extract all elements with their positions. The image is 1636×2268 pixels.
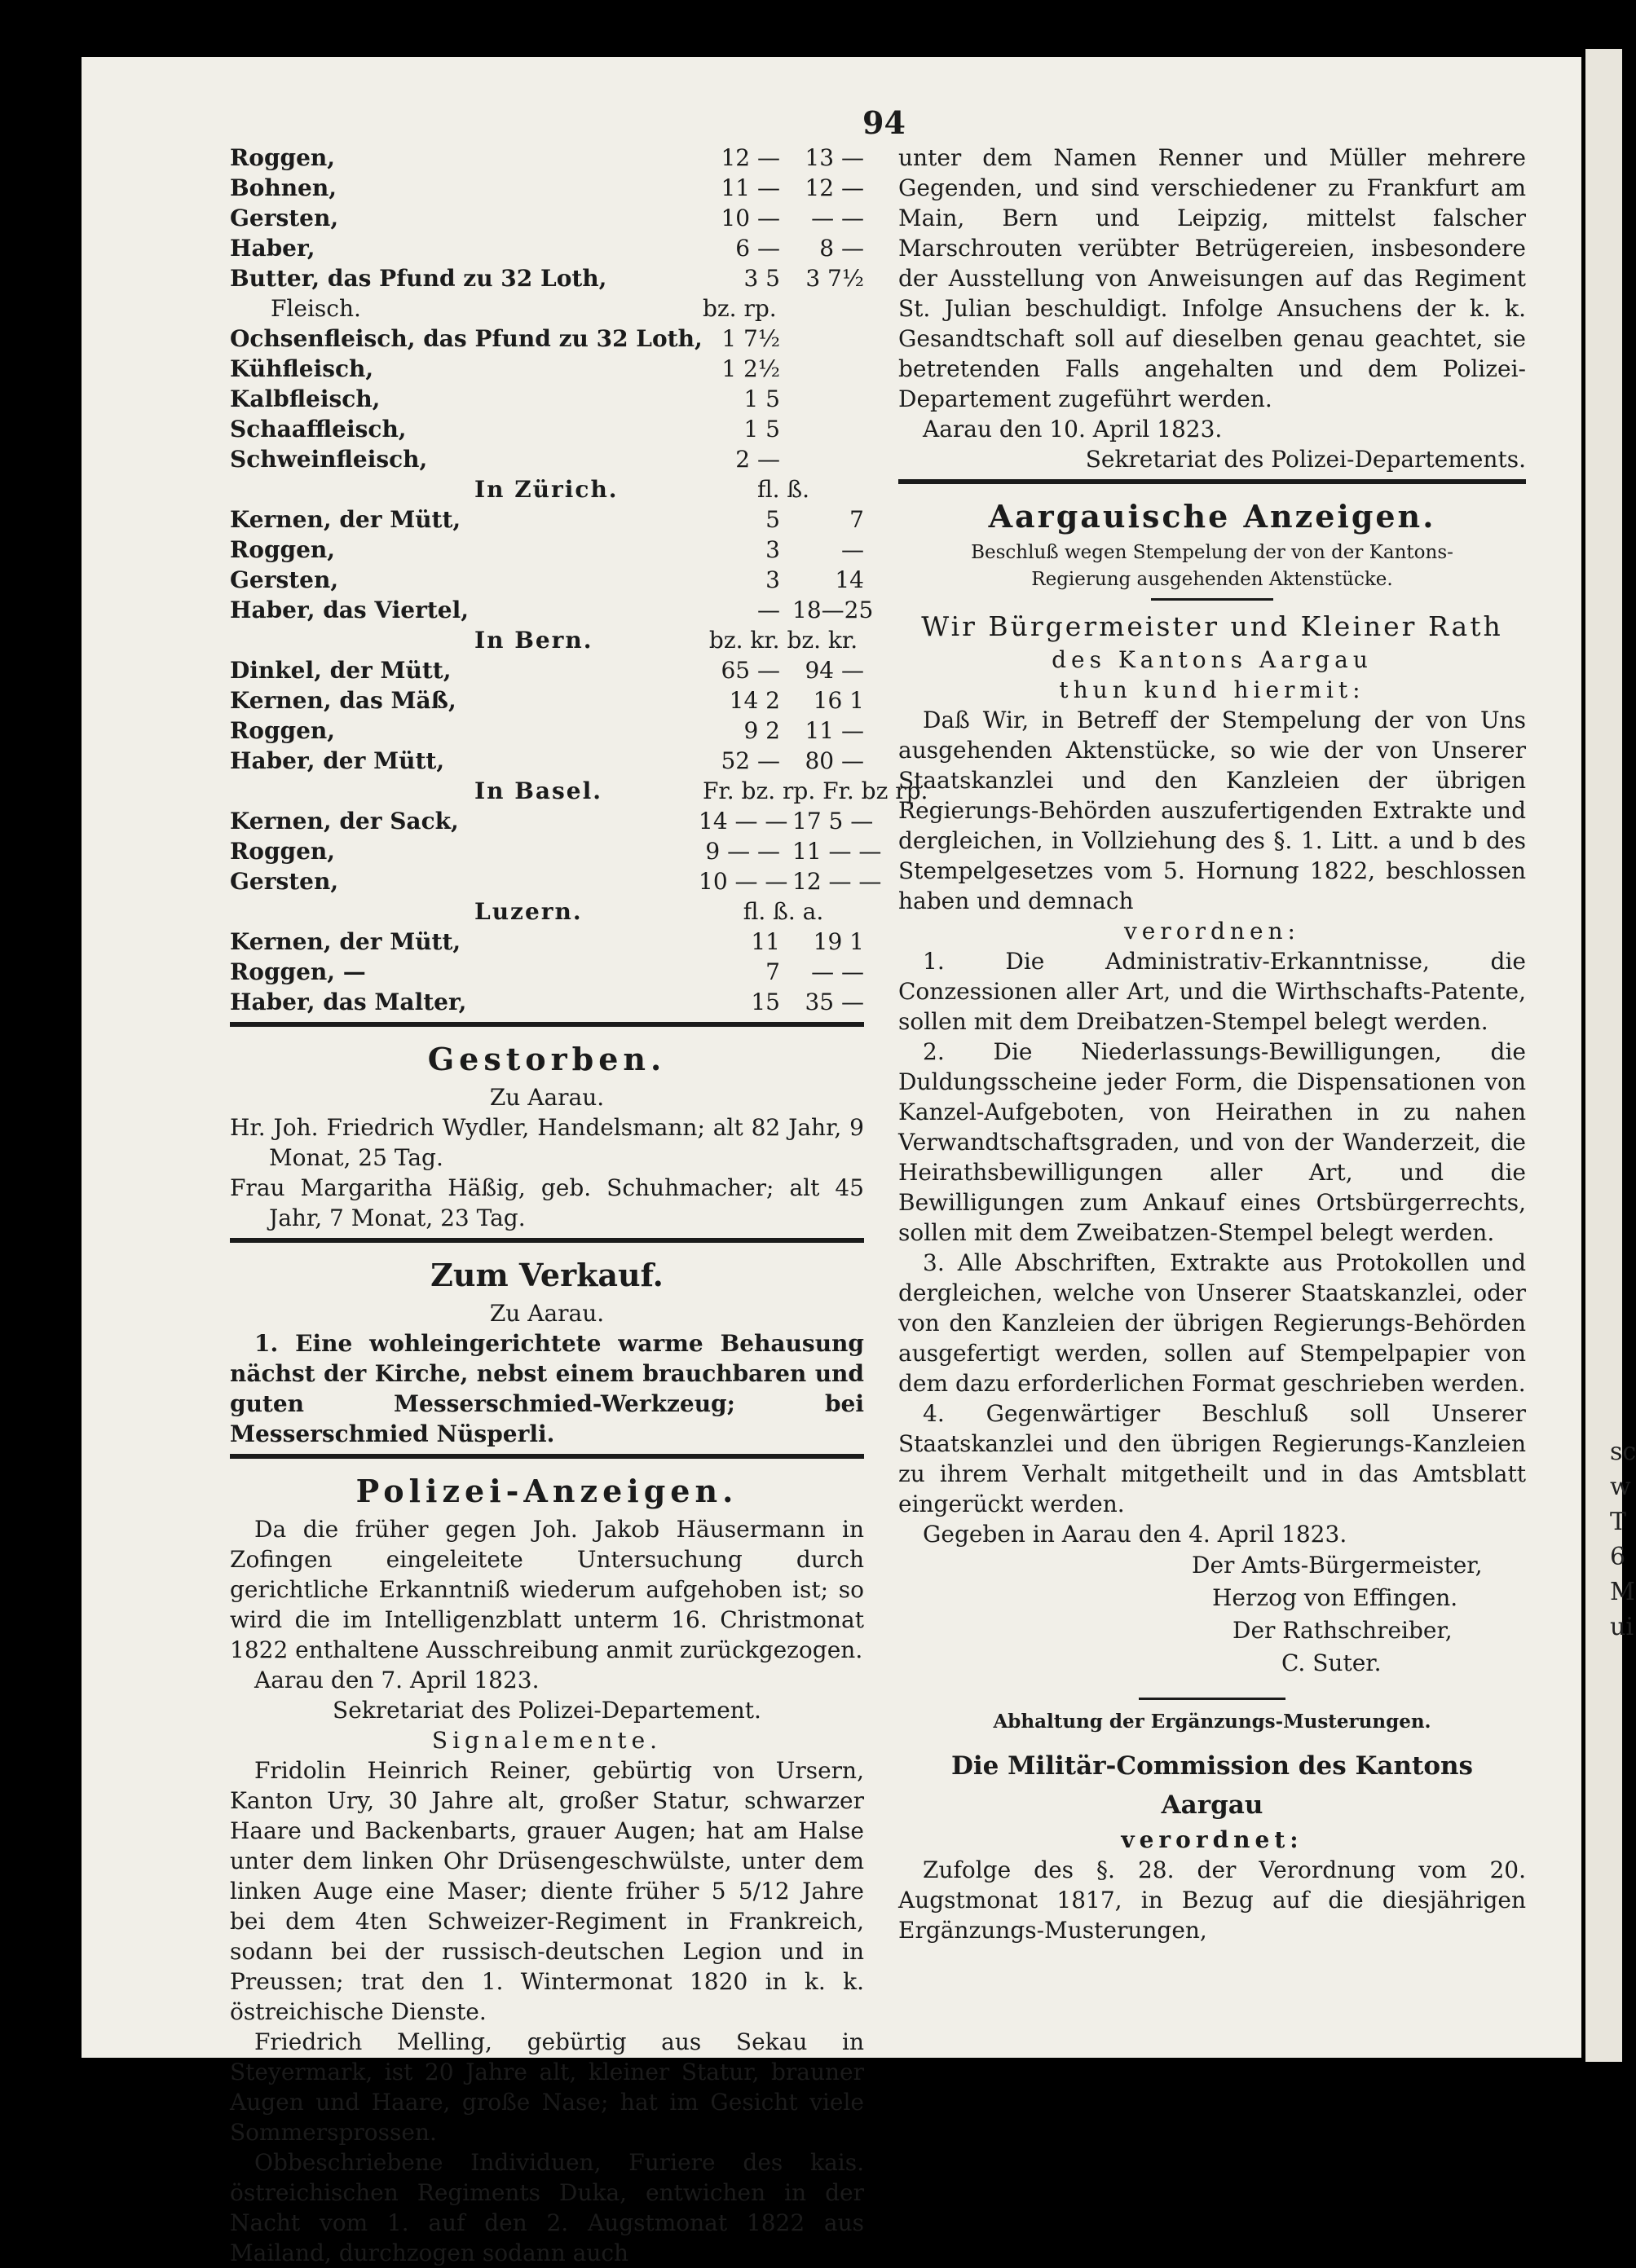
price-low: 1 5 — [743, 385, 780, 412]
price-low: 1 7½ — [721, 325, 780, 352]
meat-units: bz. rp. — [703, 295, 777, 322]
price-table — [230, 143, 928, 1017]
sale-text: 1. Eine wohleingerichtete warme Behausung nächst der Kirche, nebst einem brauchbaren und guten Messerschmied-Werkzeug; bei Messerschmied Nüsperli. — [230, 1330, 864, 1447]
price-row — [230, 987, 864, 1017]
commodity-label: Ochsenfleisch, das Pfund zu 32 Loth, — [230, 325, 703, 352]
price-group — [230, 324, 864, 474]
price-group — [230, 806, 882, 896]
announce-line: thun kund hiermit: — [1059, 676, 1365, 703]
resolution-item: 2. Die Niederlassungs-Bewilligungen, die Duldungsscheine jeder Form, die Dispensationen von Kanzel-Aufgeboten, von Heirathen in zu nahen Verwandtschaftsgraden, und von der Wanderzeit, die Heirathsbewilligungen aller Art, und die Bewilligungen zum Ankauf eines Ortsbürgerrechts, sollen mit dem Zweibatzen-Stempel belegt werden. — [898, 1038, 1526, 1246]
given-line: Gegeben in Aarau den 4. April 1823. — [923, 1521, 1347, 1548]
price-row — [230, 414, 864, 444]
resolution-intro: Daß Wir, in Betreff der Stempelung der von Uns ausgehenden Aktenstücke, so wie der von Unserer Staatskanzlei und den Kanzleien der übrigen Regierungs-Behörden auszufertigenden Extrakte und dergleichen, in Vollziehung des §. 1. Litt. a und b des Stempelgesetzes vom 5. Hornung 1822, beschlossen haben und demnach — [898, 707, 1526, 914]
signalement-1: Fridolin Heinrich Reiner, gebürtig von Ursern, Kanton Ury, 30 Jahre alt, großer Statur, schwarzer Haare und Backenbarts, grauer Augen; hat am Halse unter dem linken Ohr Drüsengeschwülste, unter dem linken Auge eine Maser; diente früher 5 5/12 Jahre bei dem 4ten Schweizer-Regiment in Frankreich, sodann bei der russisch-deutschen Legion und in Preussen; trat den 1. Wintermonat 1820 in k. k. östreichische Dienste. — [230, 1757, 864, 2025]
price-high: 35 — — [805, 989, 864, 1015]
price-group — [230, 504, 874, 625]
price-low: 65 — — [721, 657, 780, 684]
commodity-label: Kernen, der Mütt, — [230, 928, 461, 955]
commodity-label: Kühfleisch, — [230, 355, 374, 382]
notice-date: Aarau den 10. April 1823. — [923, 416, 1223, 443]
final-text: Zufolge des §. 28. der Verordnung vom 20. Augstmonat 1817, in Bezug auf die diesjährigen Ergänzungs-Musterungen, — [898, 1856, 1526, 1944]
bern-header: In Bern. bz. kr. bz. kr. — [474, 627, 858, 654]
page-number: 94 — [862, 104, 906, 141]
commodity-label: Haber, das Viertel, — [230, 597, 470, 623]
continued-text: unter dem Namen Renner und Müller mehrere Gegenden, und sind verschiedener zu Frankfurt am Main, Bern und Leipzig, mittelst falscher Marschrouten verübter Betrügereien, insbesondere der Ausstellung von Anweisungen auf das Regiment St. Julian beschuldigt. Infolge Ansuchens der k. k. Gesandtschaft soll auf dieselben genau geachtet, sie betretenden Falls angehalten und dem Polizei-Departement zugeführt werden. — [898, 144, 1526, 412]
signature-title-1: Der Amts-Bürgermeister, — [1192, 1552, 1483, 1579]
price-low: 3 5 — [743, 265, 780, 292]
ordain-line: verordnen: — [1123, 918, 1300, 945]
meat-label: Fleisch. — [271, 295, 361, 322]
aargau-title: Aargauische Anzeigen. — [988, 498, 1436, 535]
divider — [230, 1454, 864, 1459]
price-low: 9 2 — [743, 717, 780, 744]
price-high: — — — [811, 958, 864, 985]
notice-signature: Sekretariat des Polizei-Departements. — [1085, 446, 1526, 473]
price-high: 94 — — [805, 657, 864, 684]
price-row — [230, 173, 864, 203]
commodity-label: Schweinfleisch, — [230, 446, 428, 473]
divider — [230, 1022, 864, 1027]
price-group — [230, 927, 864, 1017]
price-low: 6 — — [735, 235, 780, 262]
commodity-label: Dinkel, der Mütt, — [230, 657, 452, 684]
price-low: 10 — — [721, 205, 780, 231]
commodity-label: Gersten, — [230, 868, 339, 895]
council-heading: Wir Bürgermeister und Kleiner Rath — [921, 610, 1503, 642]
commodity-label: Roggen, — [230, 536, 336, 563]
commodity-label: Kalbfleisch, — [230, 385, 381, 412]
price-low: 15 — [751, 989, 780, 1015]
price-low: 11 — — [721, 174, 780, 201]
police-date: Aarau den 7. April 1823. — [254, 1667, 540, 1693]
commodity-label: Roggen, — [230, 838, 336, 865]
death-entry: Hr. Joh. Friedrich Wydler, Handelsmann; alt 82 Jahr, 9 Monat, 25 Tag. — [230, 1114, 864, 1171]
military-heading: Die Militär-Commission des Kantons Aargau — [950, 1751, 1474, 1820]
price-row — [230, 504, 864, 535]
short-divider — [1151, 598, 1273, 601]
price-row — [230, 806, 874, 836]
adjacent-page-text: sc w T 6 M ui — [1610, 1438, 1636, 1641]
sale-place: Zu Aarau. — [489, 1300, 605, 1327]
price-row — [230, 746, 864, 776]
price-row — [230, 263, 864, 293]
police-text: Da die früher gegen Joh. Jakob Häusermann in Zofingen eingeleitete Untersuchung durch gerichtliche Erkanntniß wiederum aufgehoben ist; so wird die im Intelligenzblatt unterm 16. Christmonat 1822 enthaltene Ausschreibung anmit zurückgezogen. — [230, 1516, 864, 1663]
commodity-label: Kernen, der Sack, — [230, 808, 459, 835]
price-group — [230, 143, 864, 293]
luzern-header: Luzern. fl. ß. a. — [474, 898, 824, 925]
commodity-label: Kernen, das Mäß, — [230, 687, 456, 714]
price-high: 16 1 — [813, 687, 864, 714]
commodity-label: Butter, das Pfund zu 32 Loth, — [230, 265, 607, 292]
price-high: 18—25 — [792, 597, 874, 623]
price-high: 19 1 — [813, 928, 864, 955]
price-low: 14 2 — [729, 687, 780, 714]
price-low: 10 — — — [699, 868, 788, 895]
commodity-label: Roggen, — [230, 717, 336, 744]
divider — [230, 1238, 864, 1243]
price-row — [230, 354, 864, 384]
signalement-3: Obbeschriebene Individuen, Furiere des kais. östreichischen Regiments Duka, entwichen in der Nacht vom 1. auf den 2. Augstmonat 1822 aus Mailand, durchzogen sodann auch — [230, 2149, 864, 2266]
price-group — [230, 655, 864, 776]
price-low: 9 — — — [705, 838, 780, 865]
commodity-label: Haber, der Mütt, — [230, 747, 445, 774]
price-high: 8 — — [819, 235, 864, 262]
price-high: 17 5 — — [792, 808, 874, 835]
price-row — [230, 927, 864, 957]
price-high: — — — [811, 205, 864, 231]
basel-header: In Basel. Fr. bz. rp. Fr. bz rp. — [474, 777, 928, 804]
price-low: 1 5 — [743, 416, 780, 443]
sale-title: Zum Verkauf. — [430, 1257, 664, 1293]
price-low: 52 — — [721, 747, 780, 774]
price-low: 2 — — [735, 446, 780, 473]
price-high: 12 — — — [792, 868, 882, 895]
price-high: 3 7½ — [805, 265, 864, 292]
deaths-title: Gestorben. — [427, 1041, 667, 1077]
price-row — [230, 716, 864, 746]
price-row — [230, 685, 864, 716]
deaths-place: Zu Aarau. — [489, 1084, 605, 1111]
price-high: — — [841, 536, 864, 563]
price-high: 14 — [835, 566, 864, 593]
short-divider — [1139, 1698, 1285, 1700]
signature-name-2: C. Suter. — [1281, 1649, 1382, 1676]
canton-line: des Kantons Aargau — [1052, 646, 1373, 673]
ordains-line: verordnet: — [1121, 1826, 1303, 1853]
price-row — [230, 866, 882, 896]
meat-subheader — [230, 293, 864, 324]
signalement-2: Friedrich Melling, gebürtig aus Sekau in Steyermark, ist 20 Jahre alt, kleiner Statur, brauner Augen und Haare, große Nase; hat im Gesicht viele Sommersprossen. — [230, 2028, 864, 2146]
musters-heading: Abhaltung der Ergänzungs-Musterungen. — [993, 1711, 1431, 1733]
commodity-label: Haber, — [230, 235, 315, 262]
price-low: 11 — [751, 928, 780, 955]
commodity-label: Kernen, der Mütt, — [230, 506, 461, 533]
price-low: 3 — [765, 566, 780, 593]
price-row — [230, 957, 864, 987]
left-column — [230, 143, 928, 2268]
commodity-label: Gersten, — [230, 566, 339, 593]
price-row — [230, 143, 864, 173]
commodity-label: Roggen, — [230, 144, 336, 171]
commodity-label: Gersten, — [230, 205, 339, 231]
price-row — [230, 655, 864, 685]
price-row — [230, 836, 882, 866]
resolution-item: 4. Gegenwärtiger Beschluß soll Unserer Staatskanzlei und den übrigen Regierungs-Kanzleien zu ihrem Verhalt mitgetheilt und in das Amtsblatt eingerückt werden. — [898, 1400, 1526, 1517]
resolution-item: 1. Die Administrativ-Erkanntnisse, die Conzessionen aller Art, und die Wirthschafts-Patente, sollen mit dem Dreibatzen-Stempel belegt werden. — [898, 948, 1526, 1035]
zurich-header: In Zürich. fl. ß. — [474, 476, 810, 503]
price-row — [230, 203, 864, 233]
price-low: 1 2½ — [721, 355, 780, 382]
commodity-label: Roggen, — — [230, 958, 366, 985]
price-high: 80 — — [805, 747, 864, 774]
commodity-label: Schaaffleisch, — [230, 416, 407, 443]
commodity-label: Bohnen, — [230, 174, 337, 201]
death-entry: Frau Margaritha Häßig, geb. Schuhmacher; alt 45 Jahr, 7 Monat, 23 Tag. — [230, 1174, 864, 1231]
price-row — [230, 324, 864, 354]
adjacent-page-edge — [1585, 49, 1622, 2062]
price-high: 13 — — [805, 144, 864, 171]
price-low: 5 — [765, 506, 780, 533]
price-row — [230, 535, 864, 565]
price-row — [230, 233, 864, 263]
price-row — [230, 444, 864, 474]
price-row — [230, 384, 864, 414]
price-high: 12 — — [805, 174, 864, 201]
resolution-item: 3. Alle Abschriften, Extrakte aus Protokollen und dergleichen, welche von Unserer Staatskanzlei, oder von den Kanzleien der übrigen Regierungs-Behörden ausgefertigt werden, sollen auf Stempelpapier von dem dazu erforderlichen Format geschrieben werden. — [898, 1249, 1526, 1397]
price-high: 11 — — [805, 717, 864, 744]
price-high: 11 — — — [792, 838, 882, 865]
right-column — [898, 143, 1526, 1945]
price-low: — — [757, 597, 780, 623]
signalement-heading: Signalemente. — [431, 1727, 663, 1754]
price-low: 14 — — — [699, 808, 788, 835]
price-row — [230, 565, 864, 595]
price-high: 7 — [849, 506, 864, 533]
resolution-title: Beschluß wegen Stempelung der von der Kantons-Regierung ausgehenden Aktenstücke. — [971, 542, 1453, 590]
price-low: 12 — — [721, 144, 780, 171]
commodity-label: Haber, das Malter, — [230, 989, 467, 1015]
police-title: Polizei-Anzeigen. — [355, 1473, 739, 1509]
signature-name-1: Herzog von Effingen. — [1212, 1584, 1458, 1611]
divider — [898, 479, 1526, 484]
price-low: 3 — [765, 536, 780, 563]
police-signature: Sekretariat des Polizei-Departement. — [333, 1697, 761, 1724]
signature-title-2: Der Rathschreiber, — [1233, 1617, 1453, 1644]
price-row — [230, 595, 874, 625]
price-low: 7 — [765, 958, 780, 985]
